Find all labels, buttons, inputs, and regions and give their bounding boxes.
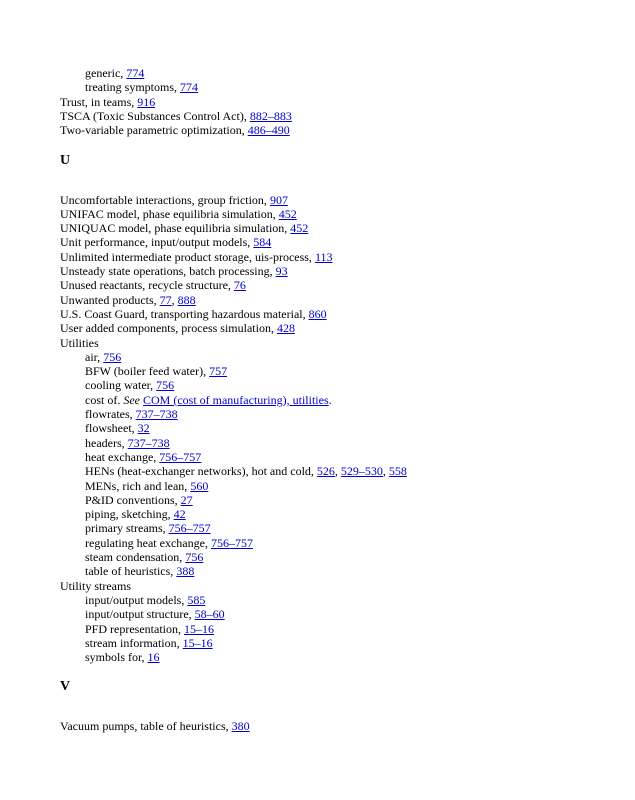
entry-text: table of heuristics,	[85, 564, 177, 579]
entry-text: flowsheet,	[85, 421, 138, 436]
entry-text: input/output models,	[85, 592, 188, 607]
entry-text: symbols for,	[85, 650, 148, 665]
entry-text: P&ID conventions,	[85, 492, 181, 507]
entry-text: generic,	[85, 66, 127, 80]
page-link[interactable]: 428	[276, 321, 295, 336]
index-subentry	[85, 66, 144, 80]
page-link[interactable]: 882–883	[249, 108, 292, 123]
page-link[interactable]: 774	[126, 66, 145, 80]
index-subentry	[85, 450, 201, 464]
page-link[interactable]: 560	[190, 478, 209, 493]
page-link[interactable]: 452	[278, 206, 297, 221]
entry-text: stream information,	[85, 635, 183, 650]
index-entry	[60, 579, 131, 593]
index-entry	[60, 109, 292, 123]
page-link[interactable]: 452	[290, 221, 309, 236]
page-link[interactable]: 756–757	[210, 535, 253, 550]
page-link[interactable]: 388	[176, 564, 195, 579]
entry-text: treating symptoms,	[85, 80, 180, 95]
page-link[interactable]: 380	[231, 719, 250, 734]
page-link[interactable]: 860	[308, 306, 327, 321]
page-link[interactable]: 756	[103, 349, 122, 364]
page-link[interactable]: 15–16	[182, 635, 213, 650]
page-link[interactable]: 77	[159, 292, 172, 307]
entry-text: BFW (boiler feed water),	[85, 364, 210, 379]
entry-text: Unit performance, input/output models,	[60, 235, 254, 250]
index-subentry	[85, 479, 208, 493]
index-subentry	[85, 636, 213, 650]
page-link[interactable]: 888	[177, 292, 196, 307]
entry-text: PFD representation,	[85, 621, 184, 636]
index-subentry	[85, 536, 253, 550]
page-link[interactable]: 113	[314, 249, 333, 264]
entry-text: Unwanted products,	[60, 292, 160, 307]
page-link[interactable]: 756	[156, 378, 175, 393]
index-entry	[60, 193, 288, 207]
entry-text: air,	[85, 349, 104, 364]
page-link[interactable]: 529–530	[340, 464, 383, 479]
index-entry	[60, 307, 327, 321]
entry-text: Unlimited intermediate product storage, uis-process,	[60, 249, 315, 264]
entry-text: UNIFAC model, phase equilibria simulation,	[60, 206, 279, 221]
entry-text: headers,	[85, 435, 128, 450]
index-subentry	[85, 607, 225, 621]
index-subentry	[85, 350, 121, 364]
page-link[interactable]: 737–738	[135, 407, 178, 421]
index-subentry	[85, 407, 178, 421]
entry-text: MENs, rich and lean,	[85, 478, 191, 493]
index-subentry	[85, 364, 227, 378]
index-entry	[60, 250, 333, 264]
entry-text: cost of.	[85, 392, 124, 407]
section-letter-v: V	[60, 679, 71, 695]
page-link[interactable]: 756–757	[159, 449, 202, 464]
entry-text: TSCA (Toxic Substances Control Act),	[60, 108, 250, 123]
page-link[interactable]: 737–738	[127, 435, 170, 450]
index-entry: Unwanted products, 77, 888	[60, 292, 196, 307]
page-link[interactable]: COM (cost of manufacturing), utilities	[142, 392, 329, 407]
page-link[interactable]: 58–60	[194, 607, 225, 622]
entry-text: cooling water,	[85, 378, 157, 393]
page-link[interactable]: 916	[137, 94, 156, 109]
page-link[interactable]: 774	[180, 80, 198, 95]
entry-text: Utilities	[60, 335, 99, 350]
page-link[interactable]: 757	[209, 364, 228, 379]
index-subentry	[85, 550, 203, 564]
see-reference-label: See	[123, 392, 140, 407]
entry-text: Utility streams	[60, 578, 131, 593]
page-link[interactable]: 584	[253, 235, 272, 250]
page-link[interactable]: 486–490	[247, 123, 290, 138]
entry-text: primary streams,	[85, 521, 169, 536]
section-letter-u: U	[60, 152, 71, 168]
page-link[interactable]: 76	[233, 278, 246, 293]
index-subentry	[85, 378, 174, 392]
index-subentry	[85, 421, 150, 435]
page-link[interactable]: 32	[137, 421, 150, 436]
index-subentry	[85, 80, 198, 94]
entry-text: Unused reactants, recycle structure,	[60, 278, 234, 293]
index-entry	[60, 719, 250, 733]
entry-text: flowrates,	[85, 407, 136, 421]
entry-text: regulating heat exchange,	[85, 535, 211, 550]
index-entry	[60, 207, 297, 221]
index-subentry	[85, 436, 170, 450]
entry-text: input/output structure,	[85, 607, 195, 622]
index-entry	[60, 221, 308, 235]
index-subentry	[85, 393, 332, 407]
page-link[interactable]: 526	[316, 464, 335, 479]
entry-text: Unsteady state operations, batch processing,	[60, 264, 276, 278]
index-entry	[60, 95, 155, 109]
entry-text: UNIQUAC model, phase equilibria simulation,	[60, 221, 291, 236]
entry-text: Two-variable parametric optimization,	[60, 123, 248, 138]
page-link[interactable]: 93	[275, 264, 288, 278]
entry-text: U.S. Coast Guard, transporting hazardous material,	[60, 306, 309, 321]
index-entry	[60, 235, 271, 249]
index-subentry	[85, 493, 193, 507]
page-link[interactable]: 585	[187, 592, 206, 607]
index-entry	[60, 336, 99, 350]
index-subentry: HENs (heat-exchanger networks), hot and cold, 526, 529–530, 558	[85, 464, 407, 479]
page-link[interactable]: 42	[173, 507, 186, 522]
page-link[interactable]: 907	[269, 192, 288, 207]
index-subentry	[85, 593, 205, 607]
page-link[interactable]: 756	[185, 550, 204, 564]
entry-suffix: .	[328, 392, 332, 407]
page-link[interactable]: 15–16	[183, 621, 214, 636]
entry-text: Uncomfortable interactions, group friction,	[60, 192, 270, 207]
index-subentry	[85, 521, 211, 535]
index-subentry	[85, 622, 214, 636]
page-link[interactable]: 756–757	[168, 521, 211, 536]
entry-text: piping, sketching,	[85, 507, 174, 522]
index-entry	[60, 321, 295, 335]
index-entry	[60, 278, 246, 292]
page-link[interactable]: 27	[180, 492, 193, 507]
page-link[interactable]: 558	[388, 464, 407, 479]
entry-text: Vacuum pumps, table of heuristics,	[60, 719, 232, 734]
index-subentry	[85, 564, 194, 578]
entry-text: steam condensation,	[85, 550, 186, 564]
index-entry	[60, 123, 290, 137]
entry-text: HENs (heat-exchanger networks), hot and cold,	[85, 464, 317, 479]
entry-text: Trust, in teams,	[60, 94, 138, 109]
entry-text: heat exchange,	[85, 449, 160, 464]
index-entry	[60, 264, 288, 278]
page-link[interactable]: 16	[147, 650, 160, 665]
index-subentry	[85, 650, 160, 664]
entry-text: User added components, process simulation,	[60, 321, 277, 336]
index-subentry	[85, 507, 186, 521]
